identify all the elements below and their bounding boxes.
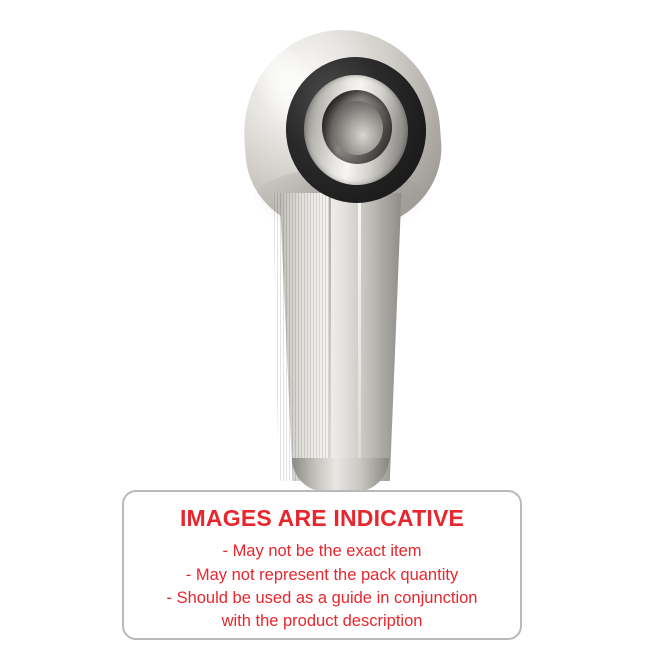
notice-title: IMAGES ARE INDICATIVE: [179, 505, 465, 531]
shank-knurl-texture: [268, 193, 331, 481]
notice-line-4: with the product description: [221, 612, 423, 631]
notice-line-1: - May not be the exact item: [222, 542, 422, 561]
shank-rounded-end: [292, 458, 389, 492]
indicative-images-notice: [122, 490, 522, 640]
shank-hex-edge-left: [329, 194, 331, 480]
notice-line-3: - Should be used as a guide in conjunction: [166, 588, 478, 607]
rod-end-bearing-image: [232, 18, 447, 488]
notice-line-2: - May not represent the pack quantity: [185, 565, 459, 584]
shank-hex-edge-right: [358, 194, 361, 480]
